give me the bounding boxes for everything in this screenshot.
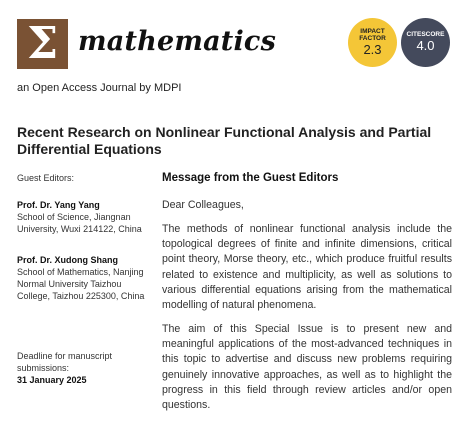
impact-factor-badge bbox=[348, 18, 397, 67]
deadline-date: 31 January 2025 bbox=[17, 375, 87, 385]
editor-1-affiliation-2: University, Wuxi 214122, China bbox=[17, 224, 142, 234]
message-heading: Message from the Guest Editors bbox=[162, 172, 339, 184]
guest-editors-label: Guest Editors: bbox=[17, 173, 75, 183]
editor-2-affiliation-3: College, Taizhou 225300, China bbox=[17, 291, 145, 301]
special-issue-title: Recent Research on Nonlinear Functional Analysis and Partial Differential Equations bbox=[17, 124, 432, 157]
citescore-badge bbox=[401, 18, 450, 67]
deadline-label-2: submissions: bbox=[17, 363, 70, 373]
impact-factor-label-1: IMPACT bbox=[360, 27, 385, 35]
deadline bbox=[17, 350, 152, 386]
citescore-value: 4.0 bbox=[416, 38, 435, 54]
editor-1 bbox=[17, 199, 152, 235]
impact-factor-value: 2.3 bbox=[363, 41, 382, 57]
journal-subtitle: an Open Access Journal by MDPI bbox=[17, 82, 182, 94]
editor-1-affiliation-1: School of Science, Jiangnan bbox=[17, 212, 131, 222]
impact-factor-label-2: FACTOR bbox=[359, 34, 386, 42]
editor-2-name: Prof. Dr. Xudong Shang bbox=[17, 255, 118, 265]
editor-1-name: Prof. Dr. Yang Yang bbox=[17, 200, 100, 210]
deadline-label-1: Deadline for manuscript bbox=[17, 351, 113, 361]
editor-2 bbox=[17, 254, 152, 302]
message-paragraph-1: The methods of nonlinear functional analysis include the topological degrees of finite and infinite dimensions, critical point theory, Morse theory, etc., which produce fruitful results related to existence and multiplicity, as well as solutions to various differential equations arising from the mathematical modelling of natural phenomena. bbox=[162, 223, 452, 312]
sigma-logo-glyph: Σ bbox=[26, 18, 59, 69]
message-paragraph-2: The aim of this Special Issue is to present new and meaningful applications of the most-advanced techniques in this topic to advertise and discuss new problems requiring genuinely innovative approaches, as well as to highlight the progress in this field through review articles and/or open questions. bbox=[162, 323, 452, 412]
journal-logo bbox=[17, 19, 68, 69]
editor-2-affiliation-1: School of Mathematics, Nanjing bbox=[17, 267, 144, 277]
editor-2-affiliation-2: Normal University Taizhou bbox=[17, 279, 122, 289]
greeting: Dear Colleagues, bbox=[162, 199, 244, 211]
citescore-label: CITESCORE bbox=[406, 31, 445, 39]
journal-name: mathematics bbox=[78, 26, 276, 57]
